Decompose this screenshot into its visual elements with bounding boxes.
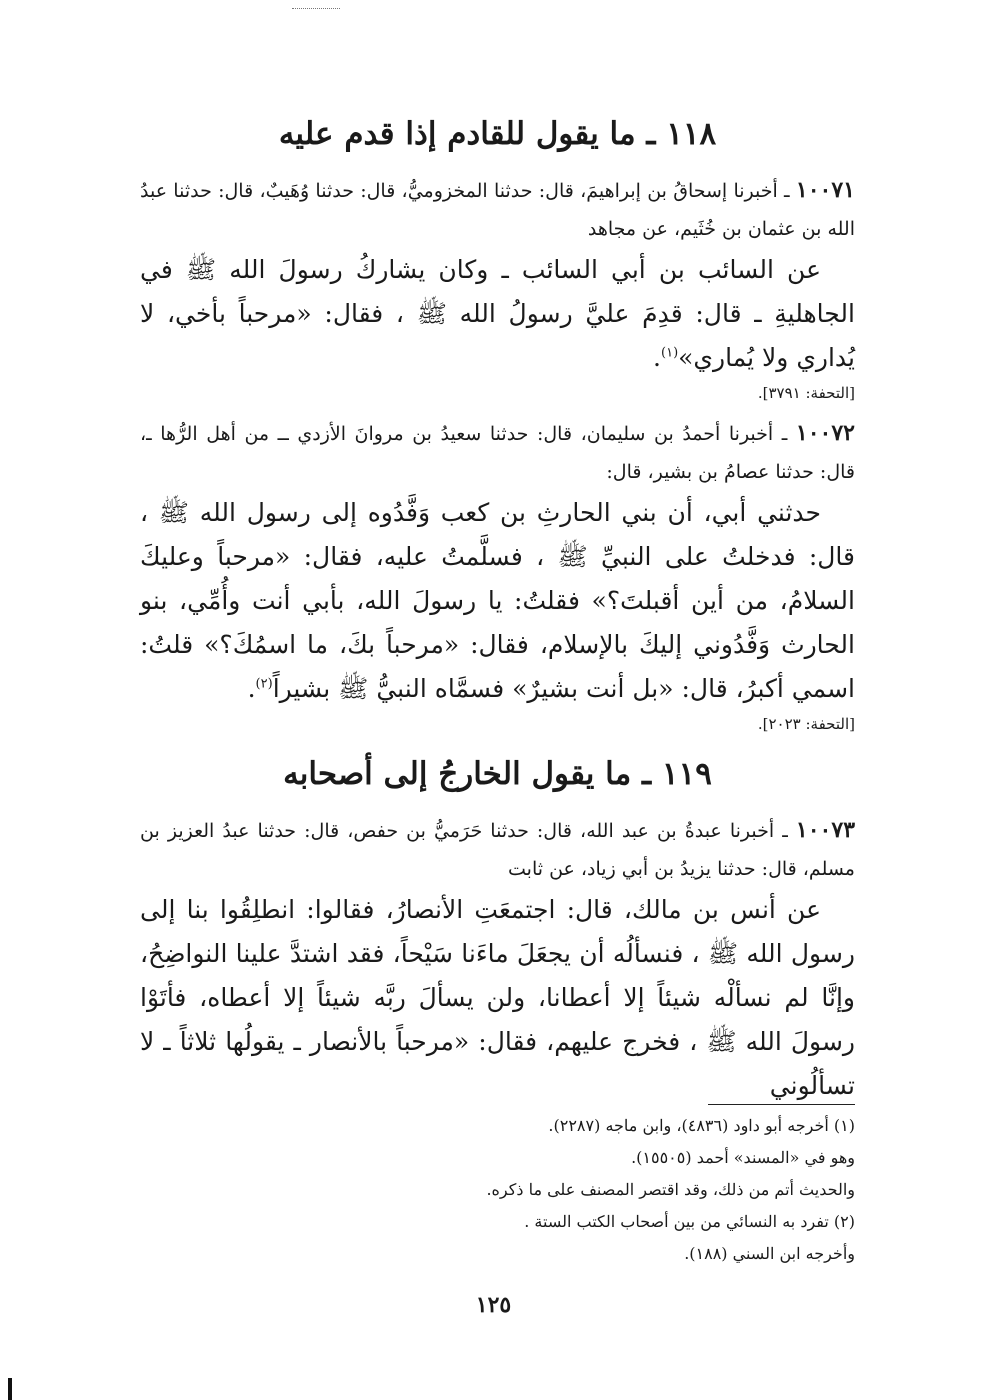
matn-text: عن أنس بن مالك، قال: اجتمعَتِ الأنصارُ، فقالوا: انطلِقُوا بنا إلى رسول الله ﷺ ، فنسألُه أن يجعَلَ ماءَنا سَيْحاً، فقد اشتدَّ علينا النواضِحُ، وإنَّا لم نسألْه شيئاً إلا أعطانا، ولن يسألَ ربَّه شيئاً إلا أعطاه، فأتَوْا رسولَ الله ﷺ ، فخرج عليهم، فقال: «مرحباً بالأنصار ـ يقولُها ثلاثاً ـ لا تسألُوني [140, 895, 855, 1100]
footnote-line: والحديث أتم من ذلك، وقد اقتصر المصنف على ما ذكره. [486, 1180, 855, 1199]
isnad-text: ـ أخبرنا أحمدُ بن سليمان، قال: حدثنا سعيدُ بن مروانَ الأزدي ــ من أهل الرُّها ـ، قال: حدثنا عصامُ بن بشير، قال: [140, 423, 855, 483]
footnote-line: (١) أخرجه أبو داود (٤٨٣٦)، وابن ماجه (٢٢٨٧). [548, 1116, 855, 1135]
matn-text: عن السائب بن أبي السائب ـ وكان يشاركُ رسولَ الله ﷺ في الجاهليةِ ـ قال: قدِمَ عليَّ رسولُ الله ﷺ ، فقال: «مرحباً بأخي، لا يُداري ولا يُماري» [140, 255, 855, 372]
footnotes [320, 1110, 855, 1270]
page-number: ١٢٥ [475, 1292, 512, 1318]
chapter-heading-118: ١١٨ ـ ما يقول للقادم إذا قدم عليه [278, 116, 717, 152]
hadith-10071 [140, 171, 855, 406]
hadith-number: ١٠٠٧١ [795, 177, 855, 203]
hadith-number: ١٠٠٧٣ [795, 817, 856, 843]
scan-edge-mark [8, 1378, 12, 1400]
hadith-isnad [140, 811, 855, 888]
matn-text: حدثني أبي، أن بني الحارثِ بن كعب وَفَّدُوه إلى رسول الله ﷺ ، قال: فدخلتُ على النبيِّ ﷺ ، فسلَّمتُ عليه، فقال: «مرحباً وعليكَ السلامُ، من أين أقبلتَ؟» فقلتُ: يا رسولَ الله، بأبي أنت وأُمِّي، بنو الحارث وَفَّدُوني إليكَ بالإسلام، فقال: «مرحباً بكَ، ما اسمُكَ؟» قلتُ: اسمي أكبرُ، قال: «بل أنت بشيرٌ» فسمَّاه النبيُّ ﷺ بشيراً [140, 498, 855, 703]
top-dotted-rule [292, 8, 340, 9]
chapter-heading-119: ١١٩ ـ ما يقول الخارجُ إلى أصحابه [283, 756, 712, 792]
hadith-isnad [140, 414, 855, 491]
footnote-line: (٢) تفرد به النسائي من بين أصحاب الكتب الستة . [524, 1212, 855, 1231]
footnote-line: وأخرجه ابن السني (١٨٨). [684, 1244, 855, 1263]
footnote-separator [708, 1104, 855, 1105]
hadith-matn: حدثني أبي، أن بني الحارثِ بن كعب وَفَّدُوه إلى رسول الله ﷺ ، قال: فدخلتُ على النبيِّ ﷺ ، فسلَّمتُ عليه، فقال: «مرحباً وعليكَ السلامُ، من أين أقبلتَ؟» فقلتُ: يا رسولَ الله، بأبي أنت وأُمِّي، بنو الحارث وَفَّدُوني إليكَ بالإسلام، فقال: «مرحباً بكَ، ما اسمُكَ؟» قلتُ: اسمي أكبرُ، قال: «بل أنت بشيرٌ» فسمَّاه النبيُّ ﷺ بشيراً$^{(٢)}$. [140, 498, 855, 703]
footnote-line: وهو في «المسند» أحمد (١٥٥٠٥). [631, 1148, 855, 1167]
hadith-matn: عن السائب بن أبي السائب ـ وكان يشاركُ رسولَ الله ﷺ في الجاهليةِ ـ قال: قدِمَ عليَّ رسولُ الله ﷺ ، فقال: «مرحباً بأخي، لا يُداري ولا يُماري»$^{(١)}$. [140, 255, 855, 372]
hadith-10073 [140, 811, 855, 1108]
isnad-text: ـ أخبرنا إسحاقُ بن إبراهيمَ، قال: حدثنا المخزوميُّ، قال: حدثنا وُهَيبٌ، قال: حدثنا عبدُ الله بن عثمان بن خُثَيم، عن مجاهد [140, 180, 855, 240]
tuhfa-reference: [التحفة: ٢٠٢٣]. [757, 715, 855, 733]
hadith-isnad [140, 171, 855, 248]
hadith-matn [140, 888, 855, 1108]
footnote-ref: (١) [661, 345, 679, 361]
hadith-10072 [140, 414, 855, 737]
footnote-ref: (٢) [255, 676, 273, 692]
isnad-text: ـ أخبرنا عبدةُ بن عبد الله، قال: حدثنا حَرَميُّ بن حفص، قال: حدثنا عبدُ العزيز بن مسلم، قال: حدثنا يزيدُ بن أبي زياد، عن ثابت [140, 820, 855, 880]
tuhfa-reference: [التحفة: ٣٧٩١]. [757, 384, 855, 402]
main-text [140, 105, 855, 1108]
hadith-number: ١٠٠٧٢ [795, 420, 855, 446]
